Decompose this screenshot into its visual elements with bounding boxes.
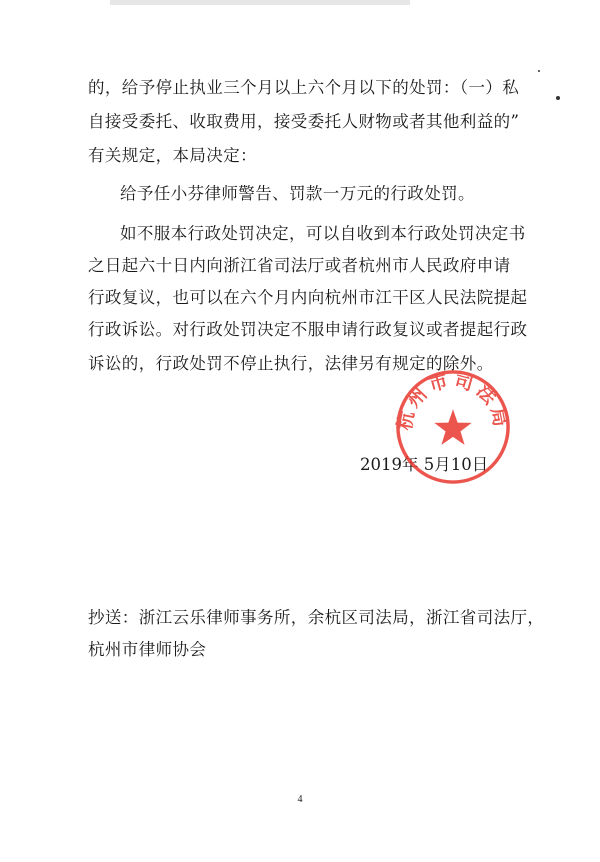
body-line-2: 自接受委托、收取费用，接受委托人财物或者其他利益的” xyxy=(88,112,520,131)
svg-text:杭州市司法局: 杭州市司法局 xyxy=(394,368,512,433)
body-line-8: 行政诉讼。对行政处罚决定不服申请行政复议或者提起行政 xyxy=(88,320,528,339)
body-line-6: 之日起六十日内向浙江省司法厅或者杭州市人民政府申请 xyxy=(88,256,511,275)
scan-speck xyxy=(556,96,560,100)
page-number: 4 xyxy=(297,794,303,805)
body-line-1: 的，给予停止执业三个月以上六个月以下的处罚：（一）私 xyxy=(88,78,520,97)
body-line-7: 行政复议，也可以在六个月内向杭州市江干区人民法院提起 xyxy=(88,288,528,307)
document-date: 2019年 5月10日 xyxy=(360,455,489,474)
body-line-5: 如不服本行政处罚决定，可以自收到本行政处罚决定书 xyxy=(120,224,526,243)
scan-edge-band xyxy=(110,0,410,5)
decision-line: 给予任小芬律师警告、罚款一万元的行政处罚。 xyxy=(120,184,475,203)
body-line-3: 有关规定，本局决定： xyxy=(88,146,257,165)
cc-line-2: 杭州市律师协会 xyxy=(88,640,207,659)
official-seal-stamp xyxy=(394,368,512,486)
body-line-9: 诉讼的，行政处罚不停止执行，法律另有规定的除外。 xyxy=(88,354,494,373)
scan-speck xyxy=(538,70,540,72)
cc-line-1: 抄送：浙江云乐律师事务所，余杭区司法局，浙江省司法厅， xyxy=(88,608,545,627)
